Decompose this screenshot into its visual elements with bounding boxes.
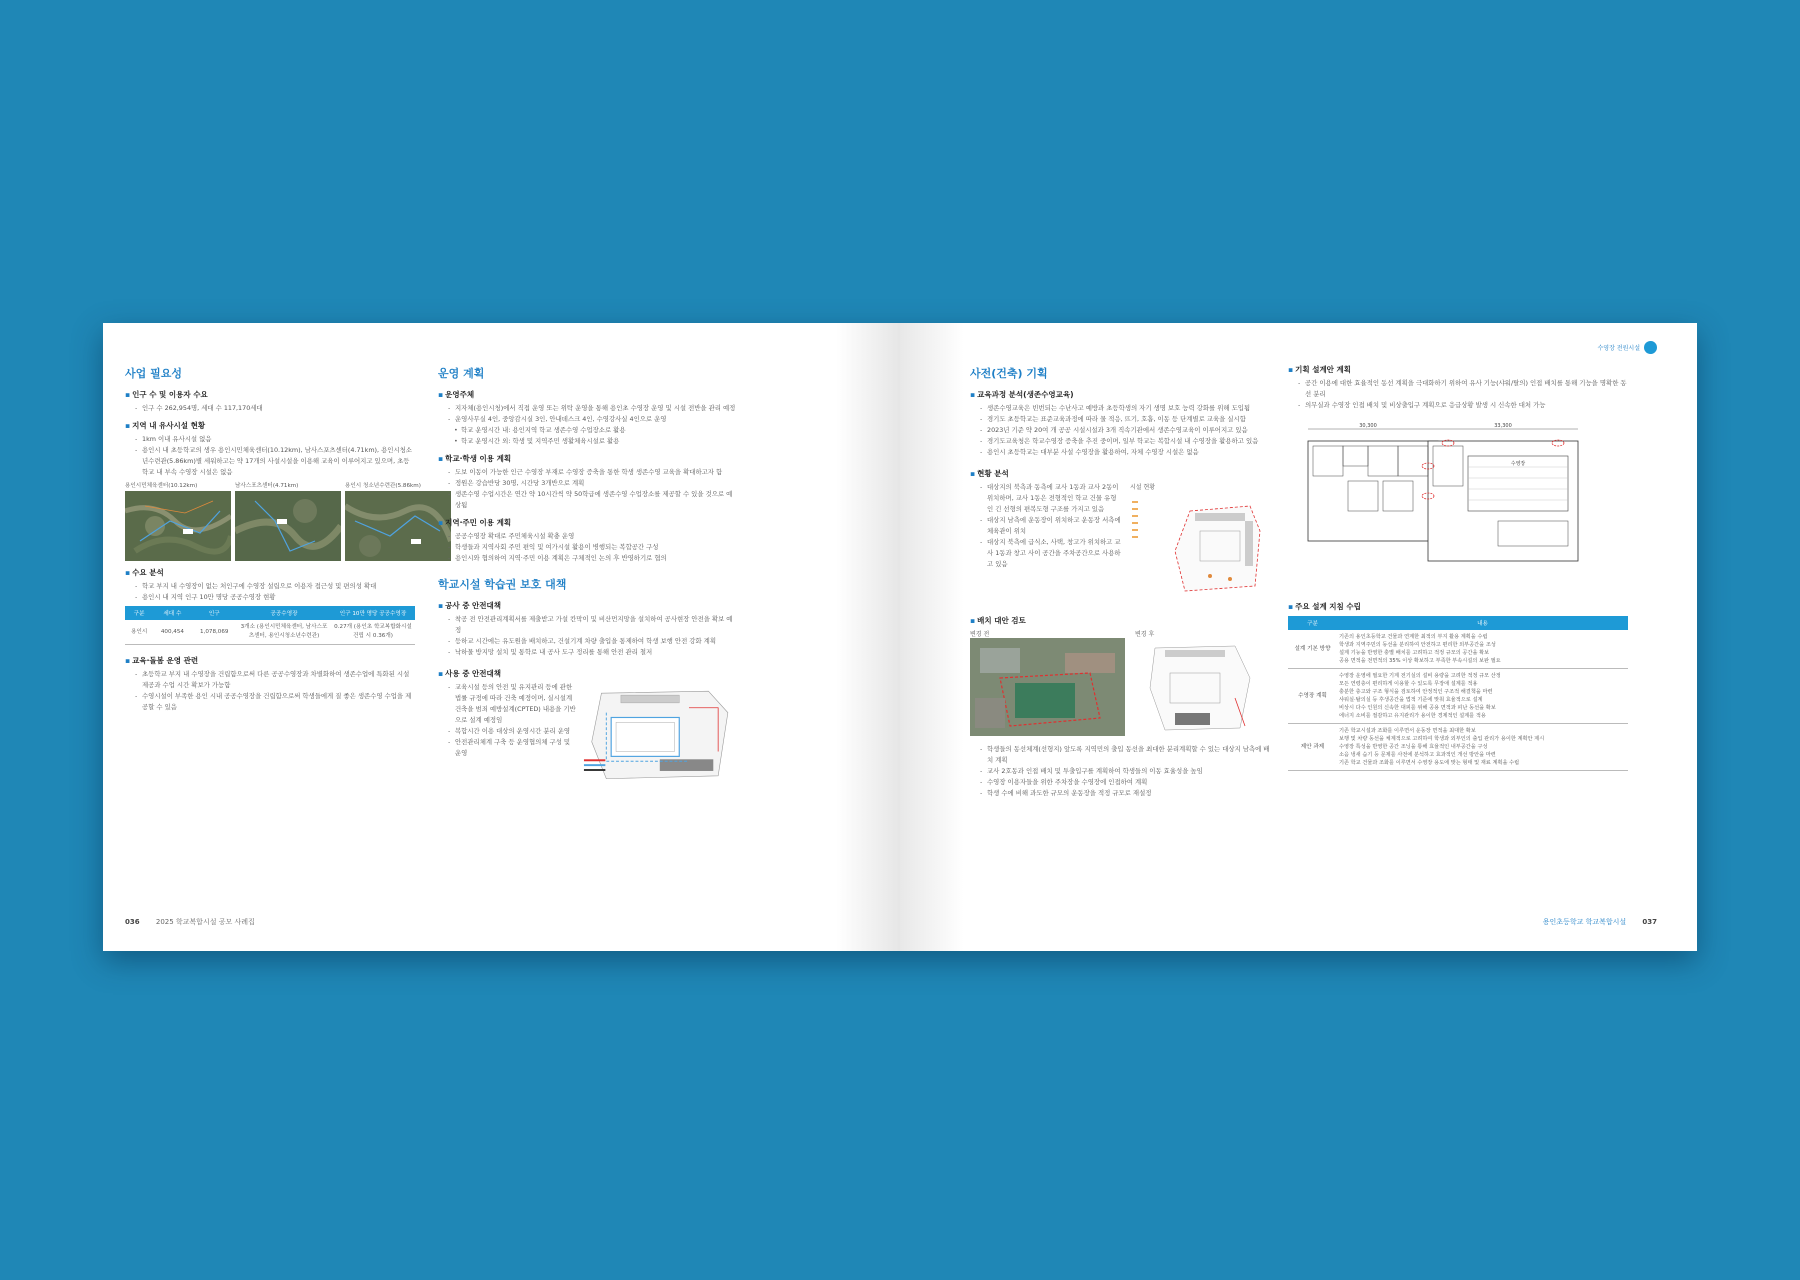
left-page — [103, 323, 900, 951]
list-item: - 경기도 초등학교는 표준교육과정에 따라 물 적응, 뜨기, 호흡, 이동 등 단계별로 교육을 실시함 — [980, 414, 1270, 425]
badge-text: 수영장 전원시설 — [1597, 345, 1640, 352]
bullet-icon: ▪ — [438, 390, 444, 399]
list-item: - 생존수영 수업시간은 연간 약 10시간씩 약 50학급에 생존수영 수업장소를 제공할 수 있을 것으로 예상됨 — [448, 489, 738, 511]
subheading-text: 수요 분석 — [132, 568, 164, 577]
subheading-text: 지역·주민 이용 계획 — [445, 518, 512, 527]
photo-2 — [235, 481, 341, 561]
list — [970, 744, 1270, 799]
list-item: - 용인시 내 지역 인구 10만 명당 공공수영장 현황 — [135, 592, 415, 603]
row-label: 설계 기본 방향 — [1288, 630, 1337, 669]
list-item: - 낙하물 방지망 설치 및 통학로 내 공사 도구 정리를 통해 안전 관리 철저 — [448, 647, 738, 658]
table-row — [1288, 724, 1628, 771]
page-number: 037 — [1642, 918, 1657, 926]
guide-line: 기존 학교시설과 조화를 이루면서 운동장 면적을 최대한 확보 — [1339, 728, 1476, 734]
pool-stats-table — [125, 606, 415, 645]
guide-line: 설계 기능을 반영한 충별 배치를 고려하고 적정 규모의 공간을 확보 — [1339, 650, 1490, 656]
list-item: - 안전관리체계 구축 등 운영협의체 구성 및 운영 — [448, 737, 576, 759]
guide-line: 공용 면적을 전면적의 35% 이상 확보하고 부족한 부속시설의 보완 필요 — [1339, 658, 1501, 664]
section-title: 학교시설 학습권 보호 대책 — [438, 578, 567, 591]
row-content — [1337, 669, 1628, 724]
list-item: - 지자체(용인시청)에서 직접 운영 또는 위탁 운영을 통해 용인초 수영장 운영 및 시설 전반을 관리 예정 — [448, 403, 738, 414]
subheading — [970, 468, 1270, 479]
bullet-icon: ▪ — [438, 518, 444, 527]
safety-block — [438, 682, 738, 787]
list-item: - 초등학교 부지 내 수영장을 건립함으로써 다른 공공수영장과 차별화하여 생존수업에 특화된 시설 제공과 수업 시간 확보가 가능함 — [135, 669, 415, 691]
before-panel — [970, 629, 1125, 740]
subheading — [438, 453, 738, 464]
list — [125, 403, 415, 414]
guide-line: 보행 및 차량 동선을 체계적으로 고려하여 학생과 외부인의 출입 관리가 용이한 계획안 제시 — [1339, 736, 1545, 742]
table-header: 인구 10만 명당 공공수영장 — [331, 606, 415, 620]
bullet-icon: ▪ — [1288, 365, 1294, 374]
list — [125, 581, 415, 603]
table-header: 인구 — [191, 606, 237, 620]
left-col1 — [125, 365, 421, 713]
list-item: • 학교 운영시간 내: 용인지역 학교 생존수영 수업장소로 활용 — [454, 425, 738, 436]
bullet-icon: ▪ — [970, 616, 976, 625]
table-header: 내용 — [1337, 616, 1628, 630]
section-title: 사전(건축) 기획 — [970, 367, 1048, 380]
subheading-text: 현황 분석 — [977, 469, 1009, 478]
footer-text: 2025 학교복합시설 공모 사례집 — [155, 918, 255, 926]
subheading — [970, 615, 1270, 626]
after-panel — [1135, 629, 1260, 740]
right-col2 — [1288, 358, 1628, 771]
list-item: - 학생들과 지역사회 주민 편익 및 여가시설 활용이 병행되는 복합공간 구성 — [448, 542, 738, 553]
list-item: - 교사 2호동과 인접 배치 및 투출입구를 계획하여 학생들의 이동 효율성을 높임 — [980, 766, 1270, 777]
satellite-map-image — [345, 491, 451, 561]
table-cell: 0.27개 (용인초 학교복합화시설 건립 시 0.36개) — [331, 620, 415, 645]
photo-caption: 용인시민체육센터(10.12km) — [125, 483, 198, 489]
subheading — [1288, 364, 1628, 375]
subheading-text: 공사 중 안전대책 — [445, 601, 502, 610]
page-footer — [1543, 917, 1657, 927]
table-row — [125, 620, 415, 645]
subheading-text: 지역 내 유사시설 현황 — [132, 421, 206, 430]
guide-line: 수영장 운영에 필요한 기계 전기실의 설비 용량을 고려한 적정 규모 산정 — [1339, 673, 1501, 679]
subheading — [125, 389, 415, 400]
list-item: - 도보 이동이 가능한 인근 수영장 부재로 수영장 증축을 통한 학생 생존수영 교육을 확대하고자 함 — [448, 467, 738, 478]
subheading — [125, 655, 415, 666]
table-header: 구분 — [1288, 616, 1337, 630]
list-item: - 대상지의 북측과 동측에 교사 1동과 교사 2동이 위치하며, 교사 1동은 전형적인 학교 건물 유형인 긴 선형의 편복도형 구조를 가지고 있음 — [980, 482, 1122, 515]
guide-line: 에너지 소비를 절감하고 유지관리가 용이한 경제적인 설계를 적용 — [1339, 713, 1486, 719]
map-caption: 시설 현황 — [1130, 484, 1156, 491]
page-number: 036 — [125, 918, 140, 926]
guide-line: 비상시 다수 인원의 신속한 대피를 위해 공용 면적과 피난 동선을 확보 — [1339, 705, 1496, 711]
row-label: 제안 과제 — [1288, 724, 1337, 771]
design-guideline-table — [1288, 616, 1628, 771]
guide-line: 수영장 특성을 반영한 공간 조닝을 통해 효율적인 내부공간을 구성 — [1339, 744, 1488, 750]
list — [125, 669, 415, 713]
list-item: - 수영장 이용자들을 위한 주차장을 수영장에 인접하여 계획 — [980, 777, 1270, 788]
subheading — [125, 567, 415, 578]
table-header-row — [125, 606, 415, 620]
table-row — [1288, 669, 1628, 724]
table-header: 세대 수 — [153, 606, 191, 620]
bullet-icon: ▪ — [125, 390, 131, 399]
list-item: - 생존수영교육은 빈번되는 수난사고 예방과 초등학생의 자기 생명 보호 능력 강화를 위해 도입됨 — [980, 403, 1270, 414]
status-block — [970, 482, 1270, 605]
photo-caption: 남사스포츠센터(4.71km) — [235, 483, 299, 489]
list-item: - 대상지 북측에 급식소, 사택, 창고가 위치하고 교사 1동과 창고 사이 공간을 주차공간으로 사용하고 있음 — [980, 537, 1122, 570]
list-item: - 대상지 남측에 운동장이 위치하고 운동장 서측에 체육관이 위치 — [980, 515, 1122, 537]
bullet-icon: ▪ — [125, 568, 131, 577]
table-header: 공공수영장 — [237, 606, 331, 620]
subheading-text: 운영주체 — [445, 390, 475, 399]
bullet-icon: ▪ — [125, 656, 131, 665]
revised-site-plan — [1135, 638, 1260, 736]
list-item: - 용인시와 협의하여 지역·주민 이용 계획은 구체적인 논의 후 반영하기로 협의 — [448, 553, 738, 564]
list-item: - 2023년 기준 약 20여 개 공공 시설시설과 3개 직속기관에서 생존수영교육이 이루어지고 있음 — [980, 425, 1270, 436]
list-item: - 용인시 초등학교는 대부분 사설 수영장을 활용하여, 자체 수영장 시설은 없음 — [980, 447, 1270, 458]
table-header: 구분 — [125, 606, 153, 620]
section-title: 사업 필요성 — [125, 367, 182, 380]
left-col2 — [438, 365, 738, 787]
satellite-map-image — [235, 491, 341, 561]
table-cell: 용인시 — [125, 620, 153, 645]
bullet-icon: ▪ — [970, 469, 976, 478]
subheading — [438, 668, 738, 679]
guide-line: 기존의 용인초등학교 건물과 연계한 최적의 부지 활용 계획을 수립 — [1339, 634, 1488, 640]
photo-1 — [125, 481, 231, 561]
layout-compare — [970, 629, 1270, 740]
list-item: - 1km 이내 유사시설 없음 — [135, 434, 415, 445]
dimension-label: 30,300 — [1359, 423, 1377, 429]
bullet-icon: ▪ — [1288, 602, 1294, 611]
list-item: - 운영사무실 4인, 중앙감시실 3인, 안내데스크 4인, 수영강사실 4인으로 운영 — [448, 414, 738, 425]
subheading — [1288, 601, 1628, 612]
guide-line: 소음 냉새 습기 등 문제를 사전에 분석하고 효과적인 개선 방안을 마련 — [1339, 752, 1496, 758]
list — [438, 403, 738, 447]
bullet-icon: ▪ — [438, 669, 444, 678]
subheading-text: 인구 수 및 이용자 수요 — [132, 390, 208, 399]
bullet-icon: ▪ — [438, 601, 444, 610]
footer-text: 용인초등학교 학교복합시설 — [1542, 918, 1627, 926]
list-item: - 복합시간 이용 대상의 운영시간 분리 운영 — [448, 726, 576, 737]
subheading — [438, 517, 738, 528]
bullet-icon: ▪ — [125, 421, 131, 430]
bullet-icon: ▪ — [438, 454, 444, 463]
brochure-spread — [103, 323, 1697, 951]
list-item: - 수영시설이 부족한 용인 시내 공공수영장을 건립함으로써 학생들에게 질 좋은 생존수영 수업을 제공할 수 있음 — [135, 691, 415, 713]
site-status-map — [1130, 491, 1270, 601]
list-item: - 학교 부지 내 수영장이 없는 처인구에 수영장 설립으로 이용자 접근성 및 편의성 확대 — [135, 581, 415, 592]
subheading-text: 기획 설계안 계획 — [1295, 365, 1352, 374]
list-item: • 학교 운영시간 외: 학생 및 지역주민 생활체육시설로 활용 — [454, 436, 738, 447]
list-item: - 학생 수에 비해 과도한 규모의 운동장을 적정 규모로 재설정 — [980, 788, 1270, 799]
list — [438, 467, 738, 511]
list-item: - 착공 전 안전관리계획서를 제출받고 가설 칸막이 및 비산먼지망을 설치하여 공사현장 안전을 확보 예정 — [448, 614, 738, 636]
list — [438, 614, 738, 658]
page-footer — [125, 917, 255, 927]
subheading-text: 배치 대안 검토 — [977, 616, 1026, 625]
satellite-map-image — [125, 491, 231, 561]
list-item: - 경기도교육청은 학교수영장 증축을 추진 중이며, 일부 학교는 복합시설 내 수영장을 활용하고 있음 — [980, 436, 1270, 447]
list — [970, 482, 1122, 605]
list-item: - 정원은 강습반당 30명, 시간당 3개반으로 계획 — [448, 478, 738, 489]
subheading-text: 사용 중 안전대책 — [445, 669, 502, 678]
wave-icon — [1644, 341, 1657, 354]
table-row — [1288, 630, 1628, 669]
list — [438, 682, 576, 787]
list-item: - 공공수영장 확대로 주민체육시설 확충 운영 — [448, 531, 738, 542]
right-col1 — [970, 365, 1270, 799]
guide-line: 충분한 층고와 구조 형식을 검토하여 안정적인 구조적 해결책을 마련 — [1339, 689, 1493, 695]
aerial-photo — [970, 638, 1125, 736]
subheading — [970, 389, 1270, 400]
subheading — [438, 389, 738, 400]
list — [125, 434, 415, 478]
section-badge — [1598, 341, 1657, 354]
photo-3 — [345, 481, 451, 561]
photo-caption: 용인시 청소년수련관(5.86km) — [345, 483, 421, 489]
after-caption: 변경 후 — [1135, 631, 1155, 638]
subheading-text: 교육과정 분석(생존수영교육) — [977, 390, 1074, 399]
row-label: 수영장 계획 — [1288, 669, 1337, 724]
list — [1288, 378, 1628, 411]
status-map — [1130, 482, 1270, 605]
list-item: - 교육시설 등의 안전 및 유지관리 등에 관한 법률 규정에 따라 건축 예정이며, 실시설계 건축을 범죄 예방설계(CPTED) 내용을 기반으로 설계 예정임 — [448, 682, 576, 726]
list-item: - 인구 수 262,954명, 세대 수 117,170세대 — [135, 403, 415, 414]
list — [970, 403, 1270, 458]
subheading — [125, 420, 415, 431]
right-page — [900, 323, 1697, 951]
list-item: - 용인시 내 초등학교의 생우 용인시민체육센터(10.12km), 남사스포츠센터(4.71km), 용인시청소년수련관(5.86km)별 세워하고는 약 17개의 사설시설을 이용해 교육이 이루어지고 있으며, 초등학교 내 부속 수영장 시설은 없음 — [135, 445, 415, 478]
list-item: - 등하교 시간에는 유도원을 배치하고, 건설기계 차량 출입을 통제하여 학생 보행 안전 강화 계획 — [448, 636, 738, 647]
section-title: 운영 계획 — [438, 367, 485, 380]
table-cell: 400,454 — [153, 620, 191, 645]
floor-plan — [1288, 421, 1588, 571]
dimension-label: 33,300 — [1494, 423, 1512, 429]
satellite-photos — [125, 481, 421, 561]
table-cell: 1,078,069 — [191, 620, 237, 645]
list-item: - 의무실과 수영장 인접 배치 및 비상출입구 계획으로 응급상황 발생 시 신속한 대처 가능 — [1298, 400, 1628, 411]
row-content — [1337, 630, 1628, 669]
row-content — [1337, 724, 1628, 771]
guide-line: 모든 연령층이 편리하게 이용할 수 있도록 무장애 설계를 적용 — [1339, 681, 1478, 687]
guide-line: 기존 학교 건물과 조화를 이루면서 수영장 용도에 맞는 형태 및 재료 계획을 수립 — [1339, 760, 1520, 766]
list — [438, 531, 738, 564]
table-header-row — [1288, 616, 1628, 630]
subheading-text: 교육·돌봄 운영 관련 — [132, 656, 199, 665]
guide-line: 학생과 지역주민의 동선을 분리하여 안전하고 편리한 외부공간을 조성 — [1339, 642, 1496, 648]
list-item: - 공간 이용에 대한 효율적인 동선 계획을 극대화하기 위하여 유사 기능(샤워/탈의) 인접 배치를 통해 기능을 명확한 동선 분리 — [1298, 378, 1628, 400]
guide-line: 샤워실·탈의실 등 후생공간을 법적 기준에 맞춰 효율적으로 설계 — [1339, 697, 1483, 703]
site-plan-diagram — [582, 682, 738, 787]
table-cell: 3개소 (용인시민체육센터, 남사스포츠센터, 용인시청소년수련관) — [237, 620, 331, 645]
subheading-text: 학교·학생 이용 계획 — [445, 454, 512, 463]
subheading — [438, 600, 738, 611]
before-caption: 변경 전 — [970, 631, 990, 638]
subheading-text: 주요 설계 지침 수립 — [1295, 602, 1361, 611]
bullet-icon: ▪ — [970, 390, 976, 399]
list-item: - 학생들의 동선체계(선형지) 앞도록 지역민의 출입 동선을 최대한 분리계획할 수 있는 대상지 남측에 배치 계획 — [980, 744, 1270, 766]
room-label: 수영장 — [1510, 461, 1526, 467]
